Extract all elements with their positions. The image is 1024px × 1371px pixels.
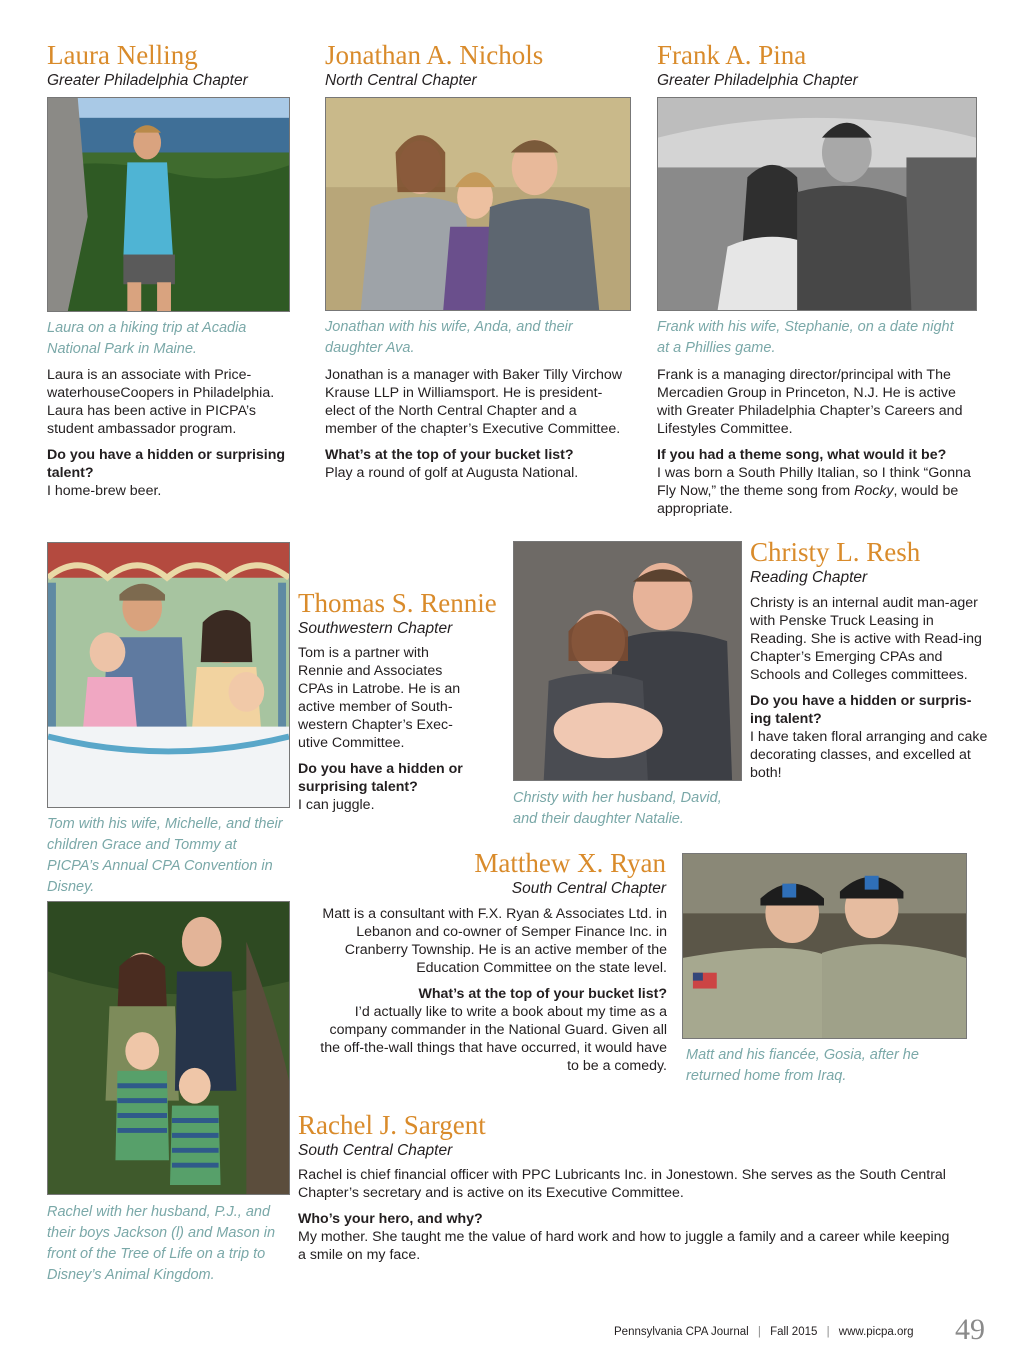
bio-text: Tom is a partner with Rennie and Associates CPAs in Latrobe. He is an active member of South-western Chapter’s Exec-utive Committee. [298,645,461,751]
profile-rachel [298,1110,598,1160]
profile-name: Christy L. Resh [750,537,921,567]
profile-name: Jonathan A. Nichols [325,40,544,70]
answer: My mother. She taught me the value of hard work and how to juggle a family and a career while keeping a smile on my face. [298,1229,950,1263]
question: Do you have a hidden or surpris-ing talent? [750,693,972,727]
profile-chapter: Reading Chapter [750,569,868,586]
answer: I have taken floral arranging and cake decorating classes, and excelled at both! [750,729,988,781]
photo-thomas [47,542,290,808]
bio-text: Frank is a managing director/principal with The Mercadien Group in Princeton, N.J. He is active with Greater Philadelphia Chapter’s Careers and Lifestyles Committee. [657,367,963,437]
bio-christy [750,594,990,782]
caption-jonathan: Jonathan with his wife, Anda, and their daughter Ava. [325,319,573,356]
profile-thomas [298,588,498,638]
profile-name: Rachel J. Sargent [298,1110,486,1140]
footer [614,1326,914,1338]
question: What’s at the top of your bucket list? [418,986,667,1002]
profile-chapter: Southwestern Chapter [298,620,453,637]
answer: I can juggle. [298,797,375,813]
bio-thomas [298,644,476,814]
answer: I’d actually like to write a book about my time as a company commander in the National Guard. Given all the off-the-wall things that have occurred, it would have to be a comedy. [320,1004,667,1074]
profile-chapter: South Central Chapter [298,1142,453,1159]
caption-thomas: Tom with his wife, Michelle, and their children Grace and Tommy at PICPA’s Annual CPA Convention in Disney. [47,816,283,895]
profile-name: Frank A. Pina [657,40,807,70]
caption-rachel: Rachel with her husband, P.J., and their boys Jackson (l) and Mason in front of the Tree of Life on a trip to Disney’s Animal Kingdom. [47,1204,276,1283]
profile-name: Matthew X. Ryan [474,848,666,878]
profile-chapter: South Central Chapter [511,880,666,897]
bio-frank [657,366,977,518]
profile-frank [657,40,957,90]
footer-website[interactable]: www.picpa.org [838,1326,914,1338]
question: Who’s your hero, and why? [298,1211,483,1227]
footer-publication: Pennsylvania CPA Journal [614,1326,749,1338]
bio-jonathan [325,366,627,482]
profile-name: Thomas S. Rennie [298,588,497,618]
bio-text: Laura is an associate with Price-waterhouseCoopers in Philadelphia. Laura has been active in PICPA’s student ambassador program. [47,367,275,437]
profile-name: Laura Nelling [47,40,198,70]
photo-laura [47,97,290,312]
bio-laura [47,366,297,500]
bio-text: Rachel is chief financial officer with PPC Lubricants Inc. in Jonestown. She serves as the South Central Chapter’s secretary and is active on its Executive Committee. [298,1167,946,1201]
profile-christy [750,537,990,587]
photo-rachel [47,901,290,1195]
answer: I home-brew beer. [47,483,162,499]
photo-matthew [682,853,967,1039]
bio-text: Jonathan is a manager with Baker Tilly Virchow Krause LLP in Williamsport. He is president-elect of the North Central Chapter and a member of the chapter’s Executive Committee. [325,367,623,437]
page-number: 49 [955,1313,985,1346]
question: What’s at the top of your bucket list? [325,447,574,463]
profile-laura [47,40,292,90]
caption-frank: Frank with his wife, Stephanie, on a date night at a Phillies game. [657,319,954,356]
answer: I was born a South Philly Italian, so I think “Gonna Fly Now,” the theme song from Rocky, would be appropriate. [657,465,971,517]
caption-christy: Christy with her husband, David, and their daughter Natalie. [513,790,722,827]
question: Do you have a hidden or surprising talent? [298,761,463,795]
bio-text: Matt is a consultant with F.X. Ryan & Associates Ltd. in Lebanon and co-owner of Semper Finance Inc. in Cranberry Township. He is an active member of the Education Committee on the state level. [322,906,667,976]
profile-matthew [420,848,666,898]
profile-chapter: North Central Chapter [325,72,477,89]
caption-laura: Laura on a hiking trip at Acadia National Park in Maine. [47,320,247,357]
profile-chapter: Greater Philadelphia Chapter [47,72,248,89]
profile-chapter: Greater Philadelphia Chapter [657,72,858,89]
footer-separator: | [826,1326,830,1338]
bio-rachel [298,1166,958,1264]
question: If you had a theme song, what would it be? [657,447,947,463]
footer-separator: | [757,1326,761,1338]
caption-matthew: Matt and his fiancée, Gosia, after he returned home from Iraq. [686,1047,919,1084]
photo-frank [657,97,977,311]
question: Do you have a hidden or surprising talent? [47,447,286,481]
photo-christy [513,541,742,781]
answer: Play a round of golf at Augusta National. [325,465,579,481]
footer-issue: Fall 2015 [770,1326,818,1338]
photo-jonathan [325,97,631,311]
profile-jonathan [325,40,625,90]
bio-text: Christy is an internal audit man-ager with Penske Truck Leasing in Reading. She is active with Read-ing Chapter’s Emerging CPAs and Schools and Colleges committees. [750,595,982,683]
bio-matthew [306,905,667,1075]
